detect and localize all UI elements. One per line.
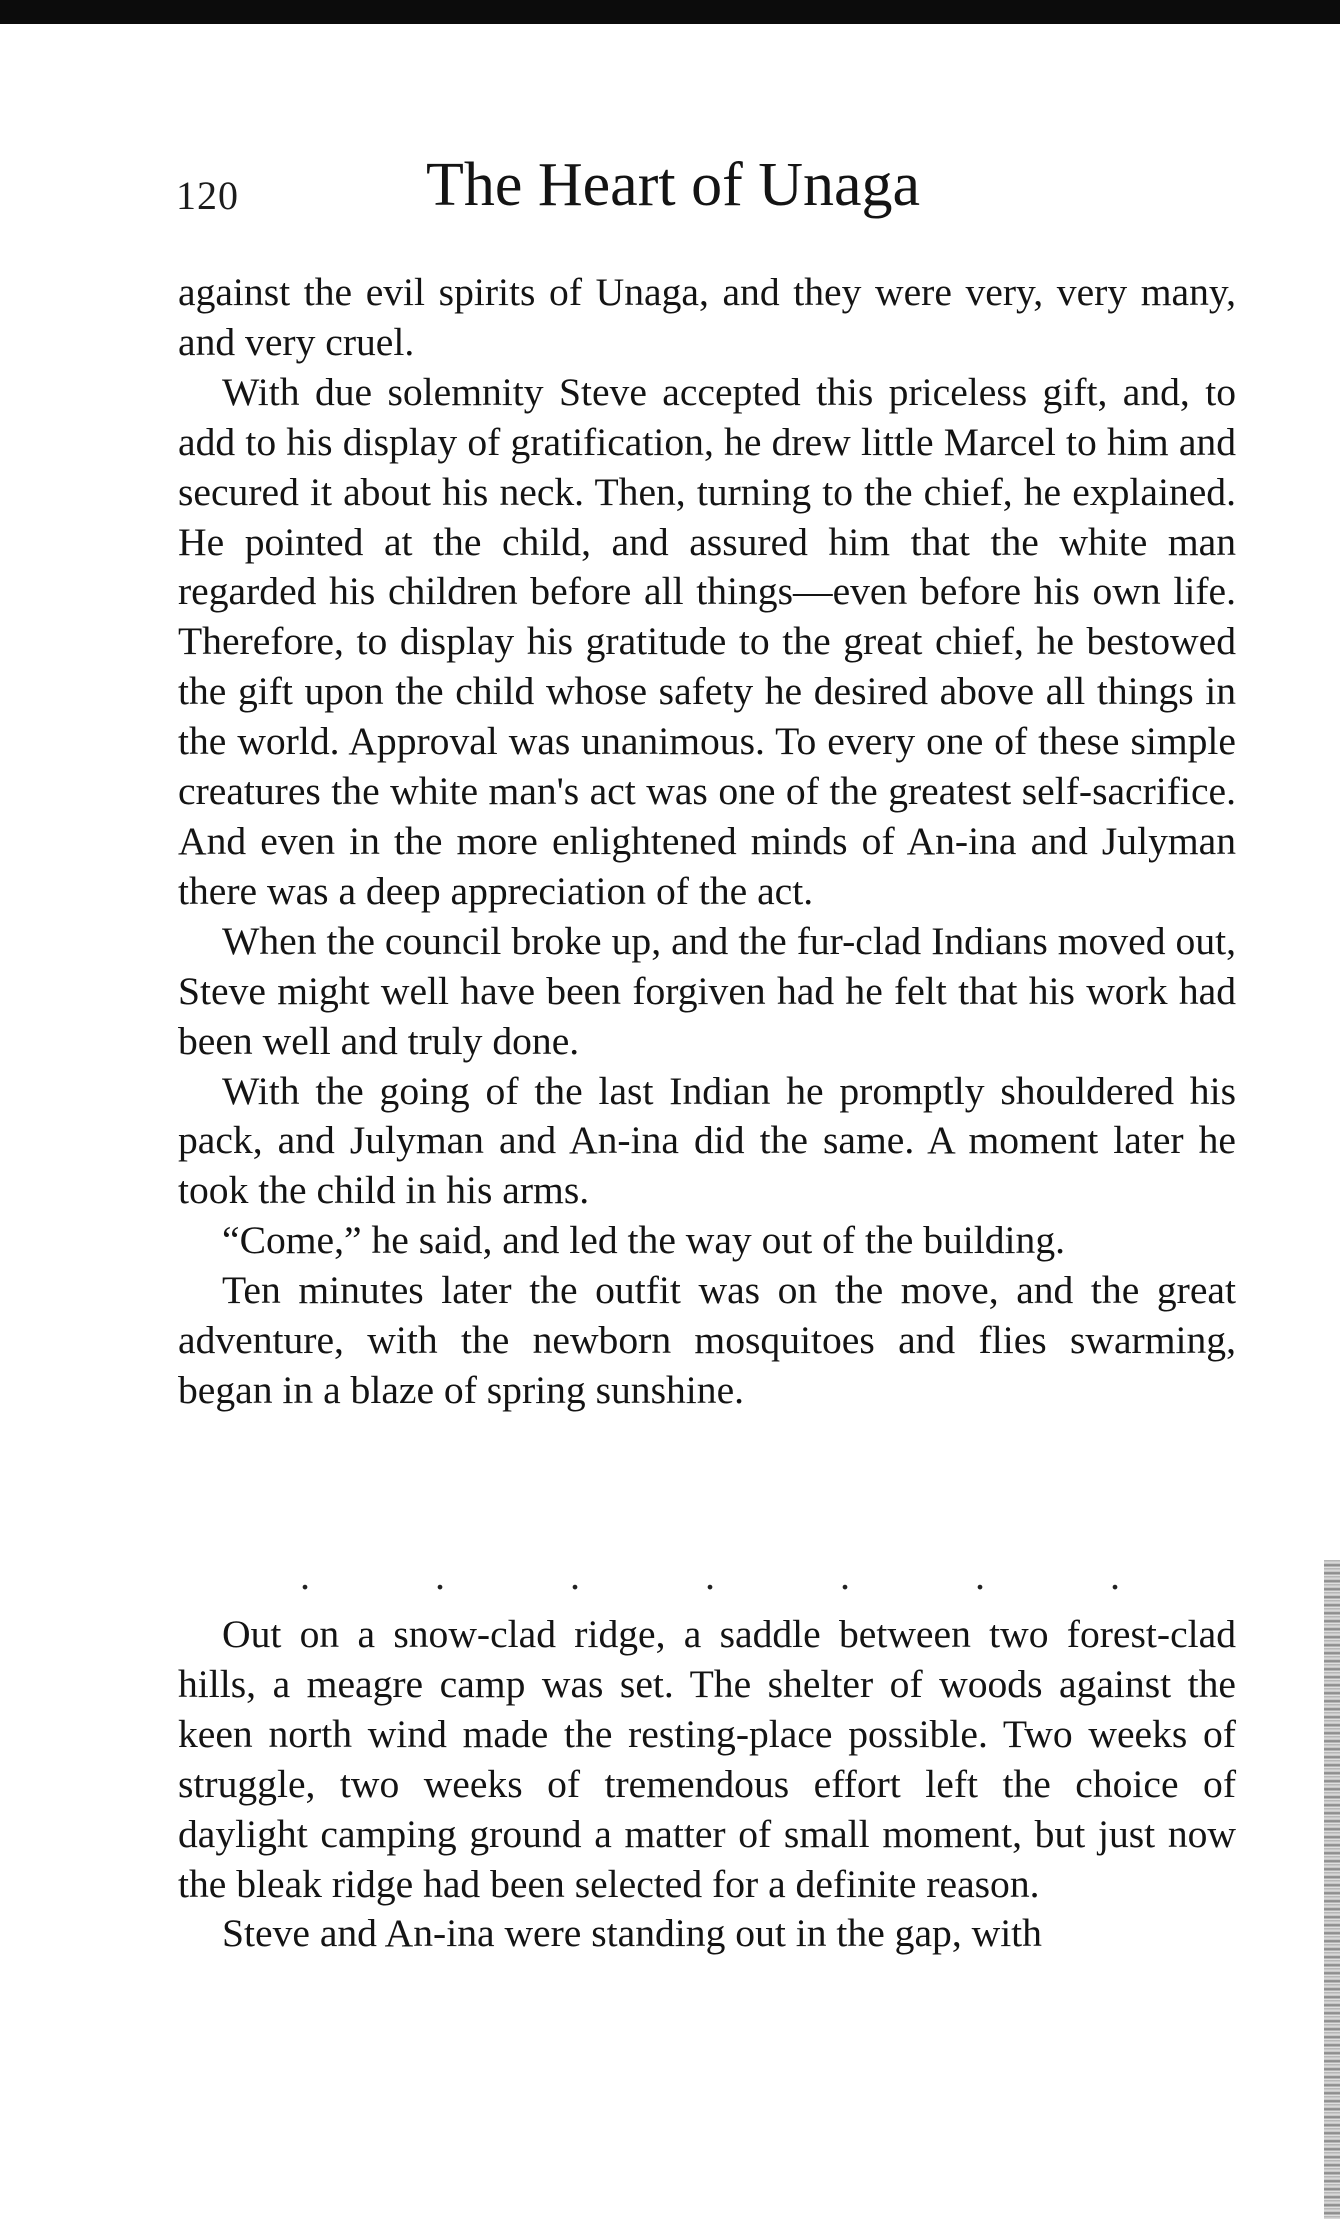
section-break-dot: . [705, 1553, 715, 1598]
section-break-dot: . [300, 1553, 310, 1598]
paragraph: Out on a snow-clad ridge, a saddle between two forest-clad hills, a meagre camp was set. The shelter of woods against the keen north wind made the resting-place possible. Two weeks of struggle, two weeks of tremendous effort left the choice of daylight camping ground a matter of small moment, but just now the bleak ridge had been selected for a definite reason. [178, 1612, 1236, 1906]
body-text-section-1 [178, 268, 1236, 1416]
page-top-border [0, 0, 1340, 24]
paragraph-continued: against the evil spirits of Unaga, and they were very, very many, and very cruel. [178, 270, 1236, 364]
running-head [176, 150, 1236, 230]
section-break-dot: . [1110, 1553, 1120, 1598]
paragraph-continues: Steve and An-ina were standing out in the gap, with [222, 1911, 1042, 1956]
page-edge-shadow [1324, 1560, 1340, 2219]
paragraph: When the council broke up, and the fur-clad Indians moved out, Steve might well have been forgiven had he felt that his work had been well and truly done. [178, 918, 1236, 1063]
paragraph: With due solemnity Steve accepted this priceless gift, and, to add to his display of gratification, he drew little Marcel to him and secured it about his neck. Then, turning to the chief, he explained. He pointed at the child, and assured him that the white man regarded his children before all things—even before his own life. Therefore, to display his gratitude to the great chief, he bestowed the gift upon the child whose safety he desired above all things in the world. Approval was unanimous. To every one of these simple creatures the white man's act was one of the greatest self-sacrifice. And even in the more enlightened minds of An-ina and Julyman there was a deep appreciation of the act. [178, 369, 1236, 913]
page-number: 120 [176, 173, 239, 218]
paragraph: “Come,” he said, and led the way out of the building. [222, 1218, 1066, 1263]
section-break-dot: . [975, 1553, 985, 1598]
body-text-section-2 [178, 1610, 1236, 1959]
paragraph: With the going of the last Indian he promptly shouldered his pack, and Julyman and An-ina did the same. A moment later he took the child in his arms. [178, 1068, 1236, 1213]
book-title: The Heart of Unaga [426, 151, 921, 219]
section-break-dots [300, 1553, 1120, 1598]
section-break-dot: . [435, 1553, 445, 1598]
paragraph: Ten minutes later the outfit was on the move, and the great adventure, with the newborn mosquitoes and flies swarming, began in a blaze of spring sunshine. [178, 1268, 1236, 1412]
section-break-dot: . [570, 1553, 580, 1598]
section-break-dot: . [840, 1553, 850, 1598]
